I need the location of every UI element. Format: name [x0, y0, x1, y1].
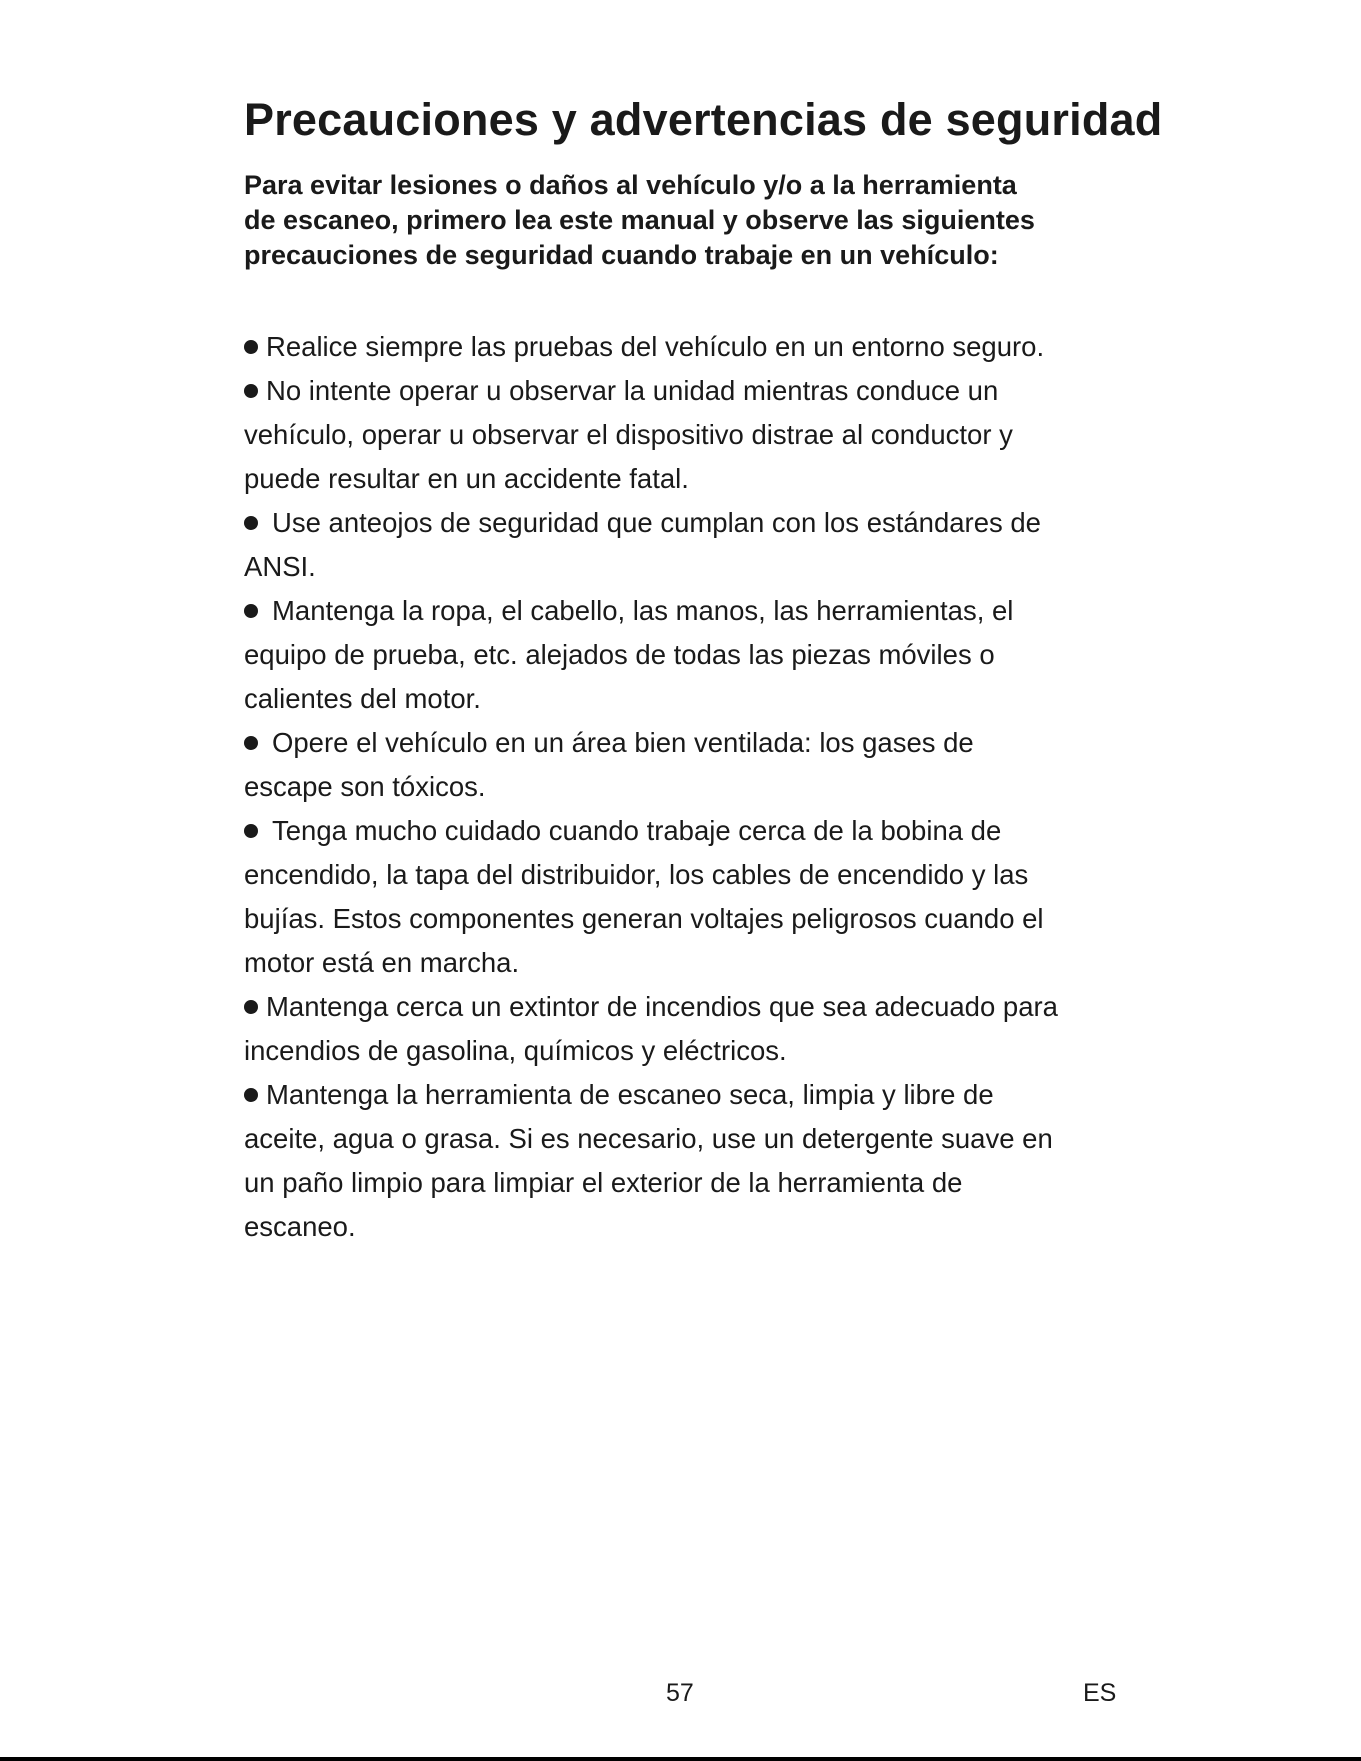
bullet-dot-icon	[244, 340, 258, 354]
list-item-text: Mantenga la ropa, el cabello, las manos, las herramientas, el	[272, 595, 1014, 626]
bullet-dot-icon	[244, 516, 258, 530]
bullet-dot-icon	[244, 736, 258, 750]
list-item-text: escape son tóxicos.	[244, 771, 486, 802]
list-item-text: escaneo.	[244, 1211, 356, 1242]
list-item-text: encendido, la tapa del distribuidor, los cables de encendido y las	[244, 859, 1029, 890]
intro-line: precauciones de seguridad cuando trabaje en un vehículo:	[244, 240, 999, 270]
list-item-text: Opere el vehículo en un área bien ventilada: los gases de	[272, 727, 974, 758]
list-item-text: incendios de gasolina, químicos y eléctricos.	[244, 1035, 787, 1066]
list-item-text: un paño limpio para limpiar el exterior de la herramienta de	[244, 1167, 963, 1198]
page-number: 57	[666, 1679, 694, 1707]
list-item-text: aceite, agua o grasa. Si es necesario, use un detergente suave en	[244, 1123, 1053, 1154]
list-item	[244, 721, 1144, 809]
list-item-text: motor está en marcha.	[244, 947, 520, 978]
list-item-text: ANSI.	[244, 551, 316, 582]
list-item-text: vehículo, operar u observar el dispositivo distrae al conductor y	[244, 419, 1013, 450]
list-item-text: No intente operar u observar la unidad mientras conduce un	[266, 375, 999, 406]
list-item	[244, 589, 1144, 721]
bullet-dot-icon	[244, 1088, 258, 1102]
list-item-text: Realice siempre las pruebas del vehículo en un entorno seguro.	[266, 331, 1045, 362]
intro-paragraph	[244, 168, 1144, 273]
list-item	[244, 985, 1144, 1073]
bullet-dot-icon	[244, 384, 258, 398]
intro-line: Para evitar lesiones o daños al vehículo y/o a la herramienta	[244, 170, 1017, 200]
bullet-dot-icon	[244, 824, 258, 838]
list-item-text: bujías. Estos componentes generan voltajes peligrosos cuando el	[244, 903, 1044, 934]
list-item-text: Mantenga cerca un extintor de incendios que sea adecuado para	[266, 991, 1058, 1022]
list-item	[244, 809, 1144, 985]
language-code: ES	[1083, 1679, 1117, 1707]
bullet-dot-icon	[244, 604, 258, 618]
bottom-border	[0, 1757, 1361, 1761]
safety-list	[244, 325, 1144, 1249]
list-item	[244, 501, 1144, 589]
list-item-text: puede resultar en un accidente fatal.	[244, 463, 689, 494]
list-item-text: calientes del motor.	[244, 683, 481, 714]
list-item	[244, 1073, 1144, 1249]
list-item-text: Tenga mucho cuidado cuando trabaje cerca de la bobina de	[272, 815, 1002, 846]
list-item	[244, 369, 1144, 501]
intro-line: de escaneo, primero lea este manual y observe las siguientes	[244, 205, 1035, 235]
list-item-text: Use anteojos de seguridad que cumplan con los estándares de	[272, 507, 1041, 538]
page-title: Precauciones y advertencias de seguridad	[244, 94, 1163, 145]
document-page	[244, 92, 1163, 1249]
bullet-dot-icon	[244, 1000, 258, 1014]
list-item-text: equipo de prueba, etc. alejados de todas las piezas móviles o	[244, 639, 995, 670]
list-item-text: Mantenga la herramienta de escaneo seca, limpia y libre de	[266, 1079, 994, 1110]
list-item	[244, 325, 1144, 369]
